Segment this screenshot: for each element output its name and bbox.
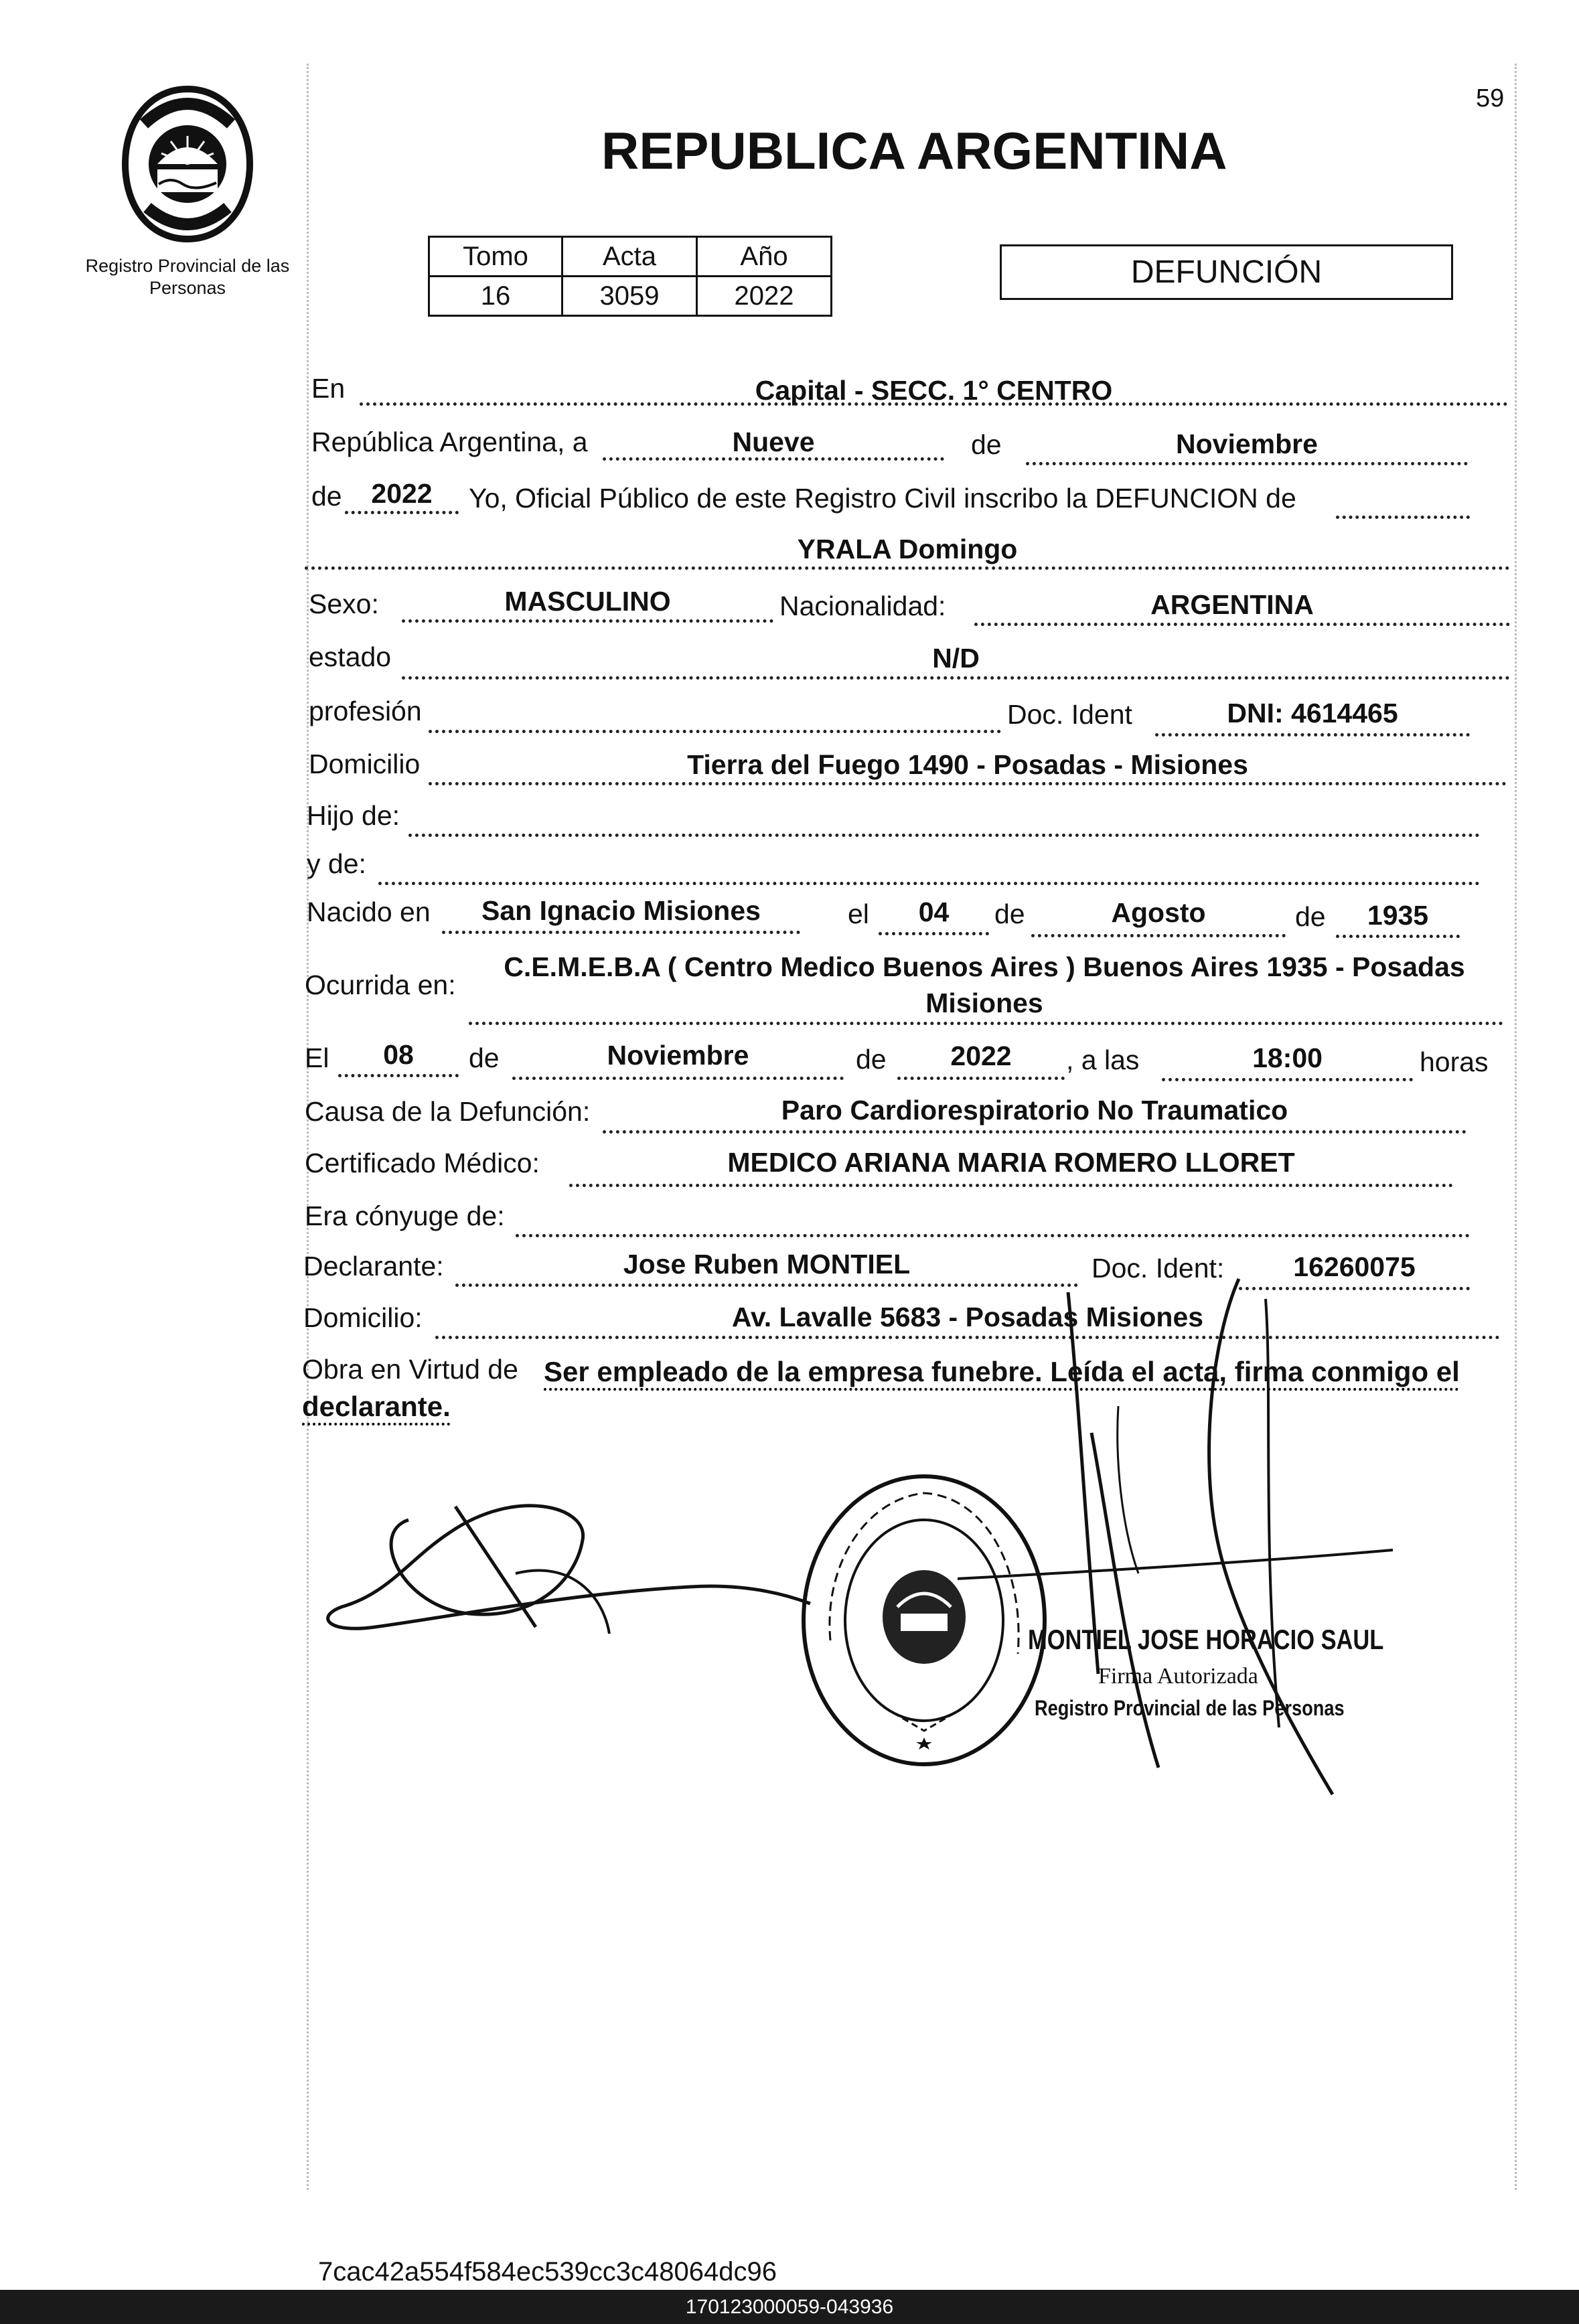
page-number: 59: [1476, 84, 1505, 112]
value-sexo: MASCULINO: [504, 586, 671, 617]
label-y-de: y de:: [307, 848, 366, 879]
line-nombre: [305, 566, 1510, 570]
value-nacionalidad: ARGENTINA: [1150, 589, 1314, 620]
line-ocurrida-en: [469, 1022, 1503, 1025]
line-def-anio: [897, 1077, 1065, 1080]
line-domicilio: [429, 782, 1507, 785]
tomo-value: 16: [429, 277, 562, 316]
value-anio: 2022: [371, 478, 433, 509]
label-de: de: [971, 429, 1002, 460]
label-nacido-en: Nacido en: [307, 897, 431, 927]
line-sexo: [402, 619, 773, 623]
label-doc-ident-declarante: Doc. Ident:: [1092, 1253, 1225, 1284]
page-title: REPUBLICA ARGENTINA: [601, 121, 1227, 180]
barcode-strip: [0, 2290, 1579, 2324]
value-ocurrida-en-1: C.E.M.E.B.A ( Centro Medico Buenos Aires ) Buenos Aires 1935 - Posadas: [504, 951, 1465, 982]
line-nacido-dia: [879, 932, 989, 935]
registry-name: Registro Provincial de las Personas: [85, 256, 290, 298]
line-nacido-mes: [1031, 934, 1286, 937]
line-yo-end: [1336, 516, 1470, 519]
declarant-signature: [315, 1493, 824, 1707]
label-estado: estado: [309, 641, 392, 672]
official-office: Registro Provincial de las Personas: [1035, 1696, 1345, 1720]
value-domicilio-declarante: Av. Lavalle 5683 - Posadas Misiones: [731, 1302, 1204, 1332]
value-declarante: Jose Ruben MONTIEL: [623, 1249, 911, 1280]
label-domicilio-declarante: Domicilio:: [303, 1302, 423, 1333]
label-declarante: Declarante:: [303, 1251, 444, 1282]
line-def-dia: [338, 1074, 459, 1077]
line-mes: [1026, 462, 1468, 465]
value-nacido-anio: 1935: [1367, 900, 1429, 931]
value-nacido-en: San Ignacio Misiones: [481, 895, 761, 926]
label-certificado: Certificado Médico:: [305, 1148, 540, 1178]
line-nacido-en: [442, 931, 800, 934]
line-nacido-anio: [1336, 935, 1460, 938]
label-de-def-anio: de: [856, 1044, 887, 1075]
official-name: MONTIEL JOSE HORACIO SAUL: [1028, 1624, 1384, 1655]
right-margin-guide: [1515, 64, 1517, 2190]
anio-value: 2022: [697, 277, 832, 316]
value-mes: Noviembre: [1176, 429, 1318, 459]
line-anio: [345, 511, 459, 514]
value-nacido-mes: Agosto: [1111, 897, 1206, 928]
label-el: el: [848, 899, 869, 929]
value-nombre: YRALA Domingo: [797, 534, 1018, 564]
line-y-de: [378, 882, 1480, 885]
label-obra: Obra en Virtud de: [302, 1354, 518, 1385]
value-def-dia: 08: [383, 1039, 414, 1070]
value-ocurrida-en-2: Misiones: [925, 988, 1043, 1018]
value-dia-texto: Nueve: [732, 427, 815, 457]
label-profesion: profesión: [309, 696, 422, 726]
barcode-text: 170123000059-043936: [685, 2295, 894, 2318]
left-margin-guide: [307, 64, 309, 2190]
label-causa: Causa de la Defunción:: [305, 1096, 591, 1127]
label-doc-ident: Doc. Ident: [1007, 699, 1132, 730]
label-nacionalidad: Nacionalidad:: [779, 591, 946, 621]
value-causa: Paro Cardiorespiratorio No Traumatico: [781, 1095, 1288, 1126]
value-obra-2: declarante.: [302, 1391, 451, 1422]
value-lugar: Capital - SECC. 1° CENTRO: [755, 375, 1113, 406]
value-declarante-doc: 16260075: [1293, 1251, 1416, 1282]
label-el-def: El: [305, 1042, 329, 1073]
label-de-year: de: [311, 481, 342, 512]
value-estado: N/D: [932, 643, 980, 674]
line-conyuge: [516, 1234, 1470, 1237]
label-hijo-de: Hijo de:: [307, 800, 400, 831]
line-hijo-de: [408, 834, 1480, 837]
acta-header: Acta: [562, 237, 697, 277]
official-signature: [958, 1259, 1480, 1808]
line-def-mes: [512, 1077, 844, 1080]
document-hash: 7cac42a554f584ec539cc3c48064dc96: [318, 2257, 777, 2287]
label-a-las: , a las: [1066, 1044, 1140, 1075]
label-domicilio: Domicilio: [309, 749, 421, 779]
line-estado: [402, 676, 1510, 680]
book-reference-table: [428, 236, 832, 317]
anio-header: Año: [697, 237, 832, 277]
province-seal-logo: [117, 84, 258, 244]
value-doc-ident: DNI: 4614465: [1227, 698, 1398, 728]
value-certificado: MEDICO ARIANA MARIA ROMERO LLORET: [727, 1147, 1295, 1178]
line-profesion: [429, 730, 1001, 733]
line-dia: [603, 457, 944, 461]
value-nacido-dia: 04: [918, 897, 950, 927]
tomo-header: Tomo: [429, 237, 562, 277]
label-yo: Yo, Oficial Público de este Registro Civil inscribo la DEFUNCION de: [469, 483, 1296, 514]
label-sexo: Sexo:: [309, 589, 379, 619]
line-certificado: [569, 1184, 1453, 1187]
label-de-nac-mes: de: [994, 899, 1025, 929]
value-def-anio: 2022: [950, 1040, 1012, 1071]
line-def-hora: [1162, 1078, 1413, 1081]
label-horas: horas: [1420, 1047, 1489, 1077]
value-domicilio: Tierra del Fuego 1490 - Posadas - Misiones: [687, 749, 1248, 780]
label-republica: República Argentina, a: [311, 427, 588, 457]
line-nacionalidad: [974, 623, 1510, 626]
line-doc-ident: [1155, 733, 1470, 737]
acta-value: 3059: [562, 277, 697, 316]
line-causa: [603, 1130, 1467, 1134]
label-conyuge: Era cónyuge de:: [305, 1200, 505, 1231]
value-def-mes: Noviembre: [607, 1040, 749, 1071]
label-de-nac-anio: de: [1295, 901, 1326, 932]
label-en: En: [311, 373, 346, 404]
label-ocurrida-en: Ocurrida en:: [305, 970, 456, 1000]
value-def-hora: 18:00: [1252, 1042, 1323, 1073]
official-role: Firma Autorizada: [1098, 1664, 1258, 1689]
act-type-box: DEFUNCIÓN: [1000, 244, 1453, 300]
label-de-def-mes: de: [469, 1042, 500, 1073]
value-obra-1: Ser empleado de la empresa funebre. Leída el acta, firma conmigo el: [544, 1356, 1460, 1387]
